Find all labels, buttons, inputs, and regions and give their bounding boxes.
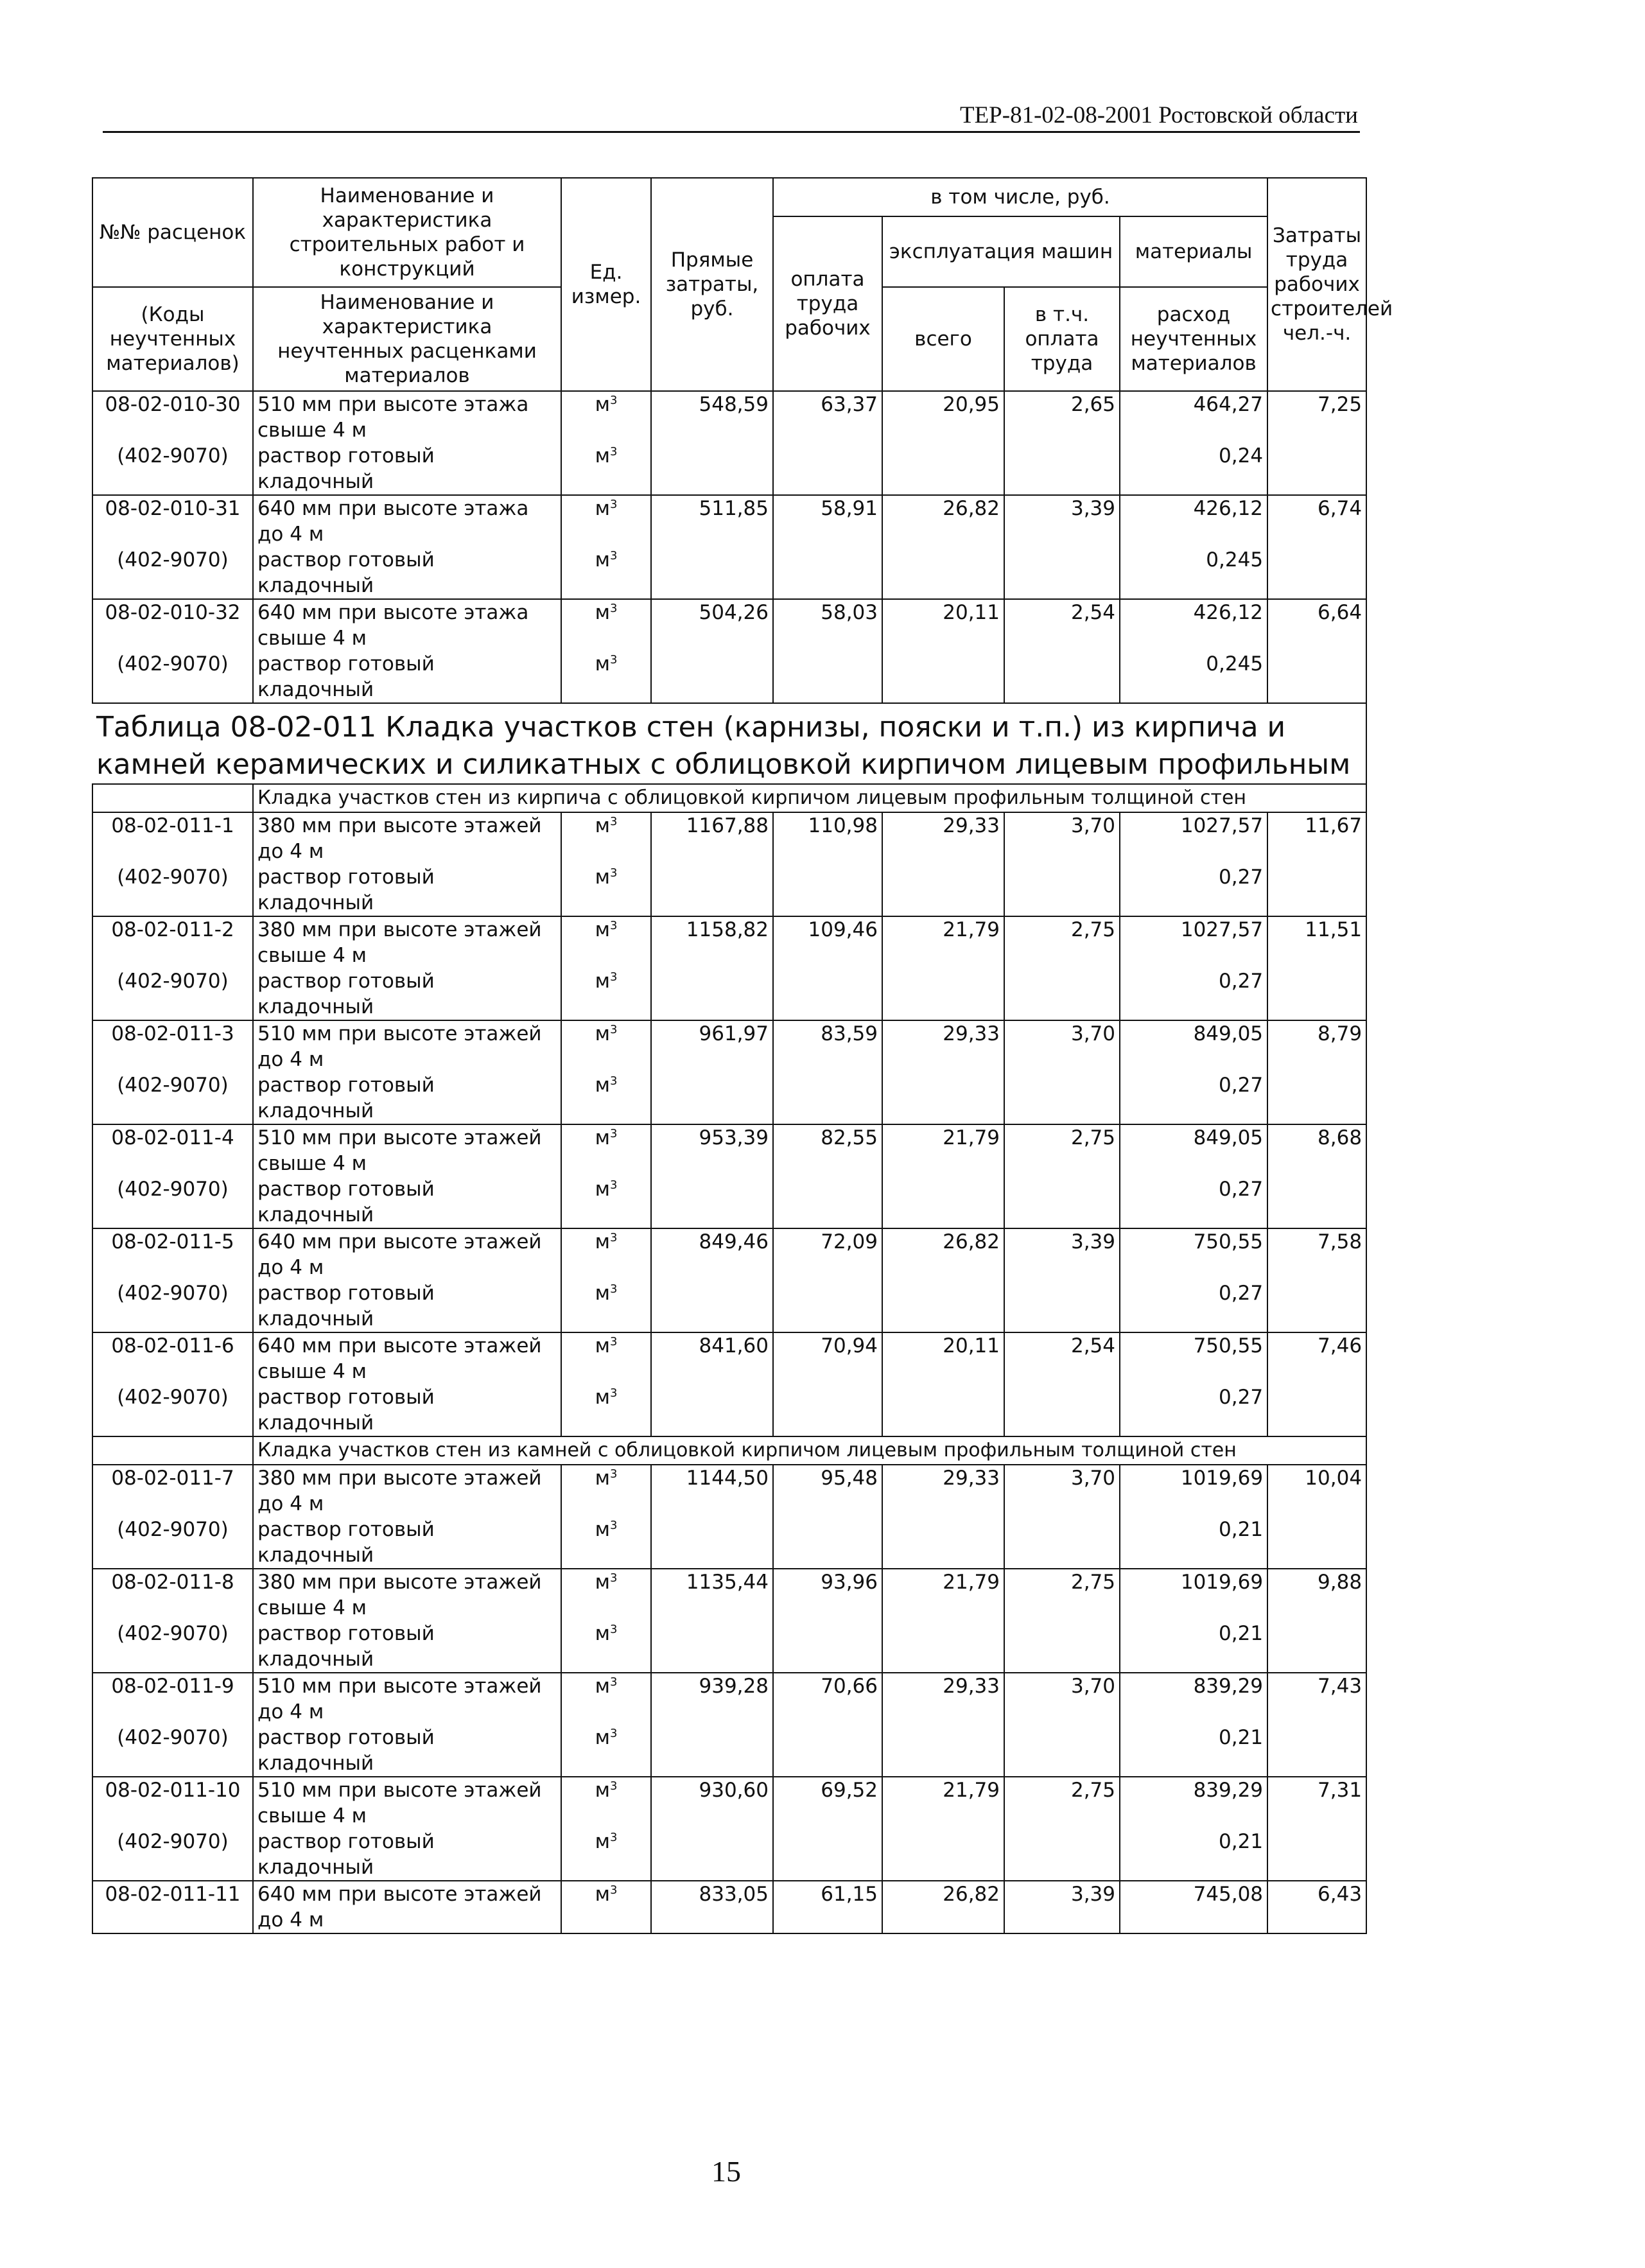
material-qty: 0,21	[1120, 1621, 1267, 1673]
work-name: 640 мм при высоте этажей до 4 м	[253, 1228, 561, 1280]
labor-hours: 7,46	[1267, 1332, 1366, 1384]
direct-costs: 1167,88	[651, 812, 773, 864]
unit: $м^3$	[561, 1881, 651, 1933]
material-qty: 0,21	[1120, 1517, 1267, 1569]
materials-cost: 1027,57	[1120, 916, 1267, 968]
table-title: Таблица 08-02-011 Кладка участков стен (карнизы, пояски и т.п.) из кирпича и камней керамических и силикатных с облицовкой кирпичом лицевым профильным	[92, 703, 1366, 784]
rate-code: 08-02-011-2	[92, 916, 253, 968]
materials-cost: 1019,69	[1120, 1465, 1267, 1517]
machines-labor: 3,70	[1004, 1465, 1120, 1517]
unit: $м^3$	[561, 1228, 651, 1280]
machines-labor: 2,65	[1004, 391, 1120, 443]
material-name: раствор готовый кладочный	[253, 1280, 561, 1332]
table-row	[92, 1332, 1366, 1384]
unit-power: 3	[609, 1074, 618, 1088]
materials-cost: 849,05	[1120, 1020, 1267, 1072]
labor-pay: 95,48	[773, 1465, 882, 1517]
material-unit: $м^3$	[561, 443, 651, 495]
material-row	[92, 864, 1366, 916]
material-unit: $м^3$	[561, 864, 651, 916]
material-code: (402-9070)	[92, 547, 253, 599]
unit-power: 3	[609, 1127, 618, 1140]
machines-total: 29,33	[882, 1465, 1004, 1517]
col-header-incl: в том числе, руб.	[773, 178, 1267, 216]
machines-total: 29,33	[882, 1020, 1004, 1072]
direct-costs: 849,46	[651, 1228, 773, 1280]
machines-total: 21,79	[882, 1777, 1004, 1829]
rate-code: 08-02-010-30	[92, 391, 253, 443]
rate-code: 08-02-011-1	[92, 812, 253, 864]
material-row	[92, 1176, 1366, 1228]
unit-power: 3	[609, 1675, 618, 1689]
labor-pay: 69,52	[773, 1777, 882, 1829]
machines-total: 29,33	[882, 812, 1004, 864]
machines-total: 21,79	[882, 916, 1004, 968]
table-row	[92, 1465, 1366, 1517]
col-header-unit: Ед. измер.	[561, 178, 651, 391]
work-name: 510 мм при высоте этажей свыше 4 м	[253, 1777, 561, 1829]
material-code: (402-9070)	[92, 968, 253, 1020]
labor-pay: 93,96	[773, 1569, 882, 1621]
labor-hours: 7,58	[1267, 1228, 1366, 1280]
unit: $м^3$	[561, 1673, 651, 1725]
labor-pay: 58,03	[773, 599, 882, 651]
table-row	[92, 391, 1366, 443]
material-name: раствор готовый кладочный	[253, 1517, 561, 1569]
unit-power: 3	[609, 498, 618, 511]
document-header-title: ТЕР-81-02-08-2001 Ростовской области	[959, 102, 1358, 128]
material-name: раствор готовый кладочный	[253, 443, 561, 495]
rate-code: 08-02-011-7	[92, 1465, 253, 1517]
material-code: (402-9070)	[92, 1072, 253, 1124]
machines-labor: 2,75	[1004, 916, 1120, 968]
unit: $м^3$	[561, 1332, 651, 1384]
materials-cost: 839,29	[1120, 1673, 1267, 1725]
material-name: раствор готовый кладочный	[253, 968, 561, 1020]
table-row	[92, 916, 1366, 968]
material-qty: 0,21	[1120, 1725, 1267, 1777]
unit-power: 3	[609, 1831, 618, 1844]
unit: $м^3$	[561, 1020, 651, 1072]
material-code: (402-9070)	[92, 1280, 253, 1332]
material-code: (402-9070)	[92, 443, 253, 495]
rate-code: 08-02-010-31	[92, 495, 253, 547]
labor-hours: 6,43	[1267, 1881, 1366, 1933]
machines-total: 21,79	[882, 1124, 1004, 1176]
labor-hours: 7,43	[1267, 1673, 1366, 1725]
work-name: 380 мм при высоте этажей свыше 4 м	[253, 1569, 561, 1621]
direct-costs: 1158,82	[651, 916, 773, 968]
page-number: 15	[711, 2155, 741, 2188]
work-name: 380 мм при высоте этажей до 4 м	[253, 1465, 561, 1517]
direct-costs: 930,60	[651, 1777, 773, 1829]
material-unit: $м^3$	[561, 547, 651, 599]
unit-power: 3	[609, 394, 618, 407]
unit-power: 3	[609, 1178, 618, 1192]
col-header-code-top: №№ расценок	[92, 178, 253, 287]
unit-power: 3	[609, 815, 618, 828]
work-name: 510 мм при высоте этажей до 4 м	[253, 1673, 561, 1725]
header-rule	[103, 131, 1360, 133]
col-header-code-bottom: (Коды неучтенных материалов)	[92, 287, 253, 391]
material-qty: 0,27	[1120, 1176, 1267, 1228]
direct-costs: 939,28	[651, 1673, 773, 1725]
unit: $м^3$	[561, 1777, 651, 1829]
materials-cost: 849,05	[1120, 1124, 1267, 1176]
rate-code: 08-02-011-10	[92, 1777, 253, 1829]
unit: $м^3$	[561, 599, 651, 651]
machines-labor: 3,39	[1004, 1228, 1120, 1280]
material-code: (402-9070)	[92, 1176, 253, 1228]
direct-costs: 1144,50	[651, 1465, 773, 1517]
machines-total: 20,95	[882, 391, 1004, 443]
material-unit: $м^3$	[561, 1829, 651, 1881]
labor-hours: 6,64	[1267, 599, 1366, 651]
materials-cost: 464,27	[1120, 391, 1267, 443]
machines-labor: 3,70	[1004, 1020, 1120, 1072]
table-row	[92, 1020, 1366, 1072]
machines-labor: 3,70	[1004, 1673, 1120, 1725]
unit-power: 3	[609, 970, 618, 984]
work-name: 510 мм при высоте этажей до 4 м	[253, 1020, 561, 1072]
unit: $м^3$	[561, 812, 651, 864]
col-header-name-bottom: Наименование и характеристика неучтенных расценками материалов	[253, 287, 561, 391]
material-row	[92, 1384, 1366, 1436]
labor-pay: 70,94	[773, 1332, 882, 1384]
materials-cost: 1019,69	[1120, 1569, 1267, 1621]
table-row	[92, 1124, 1366, 1176]
rows-before-table-title	[92, 391, 1366, 703]
unit-power: 3	[609, 1571, 618, 1585]
material-qty: 0,21	[1120, 1829, 1267, 1881]
material-qty: 0,27	[1120, 1384, 1267, 1436]
material-qty: 0,245	[1120, 651, 1267, 703]
materials-cost: 839,29	[1120, 1777, 1267, 1829]
labor-hours: 9,88	[1267, 1569, 1366, 1621]
machines-total: 29,33	[882, 1673, 1004, 1725]
labor-hours: 8,68	[1267, 1124, 1366, 1176]
material-name: раствор готовый кладочный	[253, 1384, 561, 1436]
material-name: раствор готовый кладочный	[253, 1176, 561, 1228]
material-qty: 0,27	[1120, 968, 1267, 1020]
material-code: (402-9070)	[92, 1517, 253, 1569]
direct-costs: 511,85	[651, 495, 773, 547]
material-code: (402-9070)	[92, 1829, 253, 1881]
machines-total: 20,11	[882, 1332, 1004, 1384]
unit-power: 3	[609, 919, 618, 932]
labor-hours: 11,67	[1267, 812, 1366, 864]
unit-power: 3	[609, 445, 618, 458]
col-header-name-top: Наименование и характеристика строительных работ и конструкций	[253, 178, 561, 287]
machines-labor: 2,75	[1004, 1569, 1120, 1621]
material-qty: 0,27	[1120, 1280, 1267, 1332]
direct-costs: 833,05	[651, 1881, 773, 1933]
material-row	[92, 1280, 1366, 1332]
material-code: (402-9070)	[92, 864, 253, 916]
machines-labor: 2,75	[1004, 1777, 1120, 1829]
rate-code: 08-02-011-3	[92, 1020, 253, 1072]
material-row	[92, 968, 1366, 1020]
unit-power: 3	[609, 1335, 618, 1348]
unit-power: 3	[609, 1519, 618, 1532]
machines-labor: 2,54	[1004, 1332, 1120, 1384]
work-name: 380 мм при высоте этажей до 4 м	[253, 812, 561, 864]
work-name: 640 мм при высоте этажей до 4 м	[253, 1881, 561, 1933]
unit-power: 3	[609, 866, 618, 880]
col-header-direct: Прямые затраты, руб.	[651, 178, 773, 391]
labor-pay: 83,59	[773, 1020, 882, 1072]
unit-power: 3	[609, 1386, 618, 1400]
unit-power: 3	[609, 602, 618, 615]
material-row	[92, 1829, 1366, 1881]
rate-code: 08-02-011-4	[92, 1124, 253, 1176]
direct-costs: 961,97	[651, 1020, 773, 1072]
labor-hours: 7,25	[1267, 391, 1366, 443]
material-name: раствор готовый кладочный	[253, 864, 561, 916]
labor-hours: 6,74	[1267, 495, 1366, 547]
labor-hours: 10,04	[1267, 1465, 1366, 1517]
material-unit: $м^3$	[561, 1176, 651, 1228]
material-row	[92, 651, 1366, 703]
work-name: 640 мм при высоте этажей свыше 4 м	[253, 1332, 561, 1384]
labor-pay: 82,55	[773, 1124, 882, 1176]
material-qty: 0,245	[1120, 547, 1267, 599]
section-1-subtitle: Кладка участков стен из кирпича с облицовкой кирпичом лицевым профильным толщиной стен	[253, 784, 1366, 812]
section-1	[92, 784, 1366, 812]
machines-total: 26,82	[882, 1881, 1004, 1933]
labor-pay: 72,09	[773, 1228, 882, 1280]
col-header-materials-unaccounted: расход неучтенных материалов	[1120, 287, 1267, 391]
unit-power: 3	[609, 549, 618, 563]
unit-power: 3	[609, 1023, 618, 1036]
table-row	[92, 599, 1366, 651]
machines-total: 26,82	[882, 495, 1004, 547]
materials-cost: 750,55	[1120, 1332, 1267, 1384]
unit-power: 3	[609, 1623, 618, 1636]
material-code: (402-9070)	[92, 651, 253, 703]
col-header-labor-pay: оплата труда рабочих	[773, 216, 882, 391]
labor-hours: 11,51	[1267, 916, 1366, 968]
labor-pay: 70,66	[773, 1673, 882, 1725]
col-header-machines-labor: в т.ч. оплата труда	[1004, 287, 1120, 391]
table-row	[92, 812, 1366, 864]
work-name: 510 мм при высоте этажа свыше 4 м	[253, 391, 561, 443]
unit: $м^3$	[561, 495, 651, 547]
direct-costs: 953,39	[651, 1124, 773, 1176]
unit-power: 3	[609, 653, 618, 667]
machines-labor: 2,54	[1004, 599, 1120, 651]
materials-cost: 745,08	[1120, 1881, 1267, 1933]
material-name: раствор готовый кладочный	[253, 1829, 561, 1881]
materials-cost: 1027,57	[1120, 812, 1267, 864]
machines-labor: 3,39	[1004, 495, 1120, 547]
work-name: 380 мм при высоте этажей свыше 4 м	[253, 916, 561, 968]
unit: $м^3$	[561, 1124, 651, 1176]
unit: $м^3$	[561, 1569, 651, 1621]
direct-costs: 504,26	[651, 599, 773, 651]
material-code: (402-9070)	[92, 1384, 253, 1436]
material-unit: $м^3$	[561, 1280, 651, 1332]
material-row	[92, 1517, 1366, 1569]
col-header-labor-hours: Затраты труда рабочих строителей чел.-ч.	[1267, 178, 1366, 391]
material-name: раствор готовый кладочный	[253, 651, 561, 703]
rates-table	[92, 177, 1393, 1934]
section-1-rows	[92, 812, 1366, 1436]
materials-cost: 750,55	[1120, 1228, 1267, 1280]
col-header-materials: материалы	[1120, 216, 1267, 287]
direct-costs: 1135,44	[651, 1569, 773, 1621]
material-qty: 0,27	[1120, 1072, 1267, 1124]
material-unit: $м^3$	[561, 1621, 651, 1673]
rate-code: 08-02-011-11	[92, 1881, 253, 1933]
material-row	[92, 1072, 1366, 1124]
unit: $м^3$	[561, 391, 651, 443]
rate-code: 08-02-011-9	[92, 1673, 253, 1725]
labor-pay: 58,91	[773, 495, 882, 547]
material-row	[92, 1725, 1366, 1777]
rate-code: 08-02-011-6	[92, 1332, 253, 1384]
material-unit: $м^3$	[561, 1072, 651, 1124]
col-header-machines-total: всего	[882, 287, 1004, 391]
section-2-rows	[92, 1465, 1366, 1933]
material-qty: 0,24	[1120, 443, 1267, 495]
work-name: 640 мм при высоте этажа свыше 4 м	[253, 599, 561, 651]
work-name: 510 мм при высоте этажей свыше 4 м	[253, 1124, 561, 1176]
material-name: раствор готовый кладочный	[253, 1072, 561, 1124]
material-row	[92, 1621, 1366, 1673]
col-header-machines: эксплуатация машин	[882, 216, 1120, 287]
unit-power: 3	[609, 1779, 618, 1793]
unit: $м^3$	[561, 916, 651, 968]
labor-hours: 7,31	[1267, 1777, 1366, 1829]
material-qty: 0,27	[1120, 864, 1267, 916]
unit-power: 3	[609, 1727, 618, 1740]
table-row	[92, 1777, 1366, 1829]
material-unit: $м^3$	[561, 1725, 651, 1777]
labor-pay: 63,37	[773, 391, 882, 443]
rate-code: 08-02-011-8	[92, 1569, 253, 1621]
labor-hours: 8,79	[1267, 1020, 1366, 1072]
material-unit: $м^3$	[561, 651, 651, 703]
material-name: раствор готовый кладочный	[253, 1621, 561, 1673]
section-2	[92, 1436, 1366, 1465]
unit-power: 3	[609, 1231, 618, 1244]
labor-pay: 61,15	[773, 1881, 882, 1933]
direct-costs: 548,59	[651, 391, 773, 443]
table-row	[92, 1228, 1366, 1280]
material-row	[92, 443, 1366, 495]
unit-power: 3	[609, 1883, 618, 1897]
labor-pay: 109,46	[773, 916, 882, 968]
unit-power: 3	[609, 1467, 618, 1481]
material-unit: $м^3$	[561, 1384, 651, 1436]
machines-total: 26,82	[882, 1228, 1004, 1280]
material-unit: $м^3$	[561, 968, 651, 1020]
material-unit: $м^3$	[561, 1517, 651, 1569]
table-row	[92, 1569, 1366, 1621]
material-code: (402-9070)	[92, 1725, 253, 1777]
table-title-section	[92, 703, 1366, 784]
table-row	[92, 1881, 1366, 1933]
machines-labor: 3,70	[1004, 812, 1120, 864]
work-name: 640 мм при высоте этажа до 4 м	[253, 495, 561, 547]
section-2-subtitle: Кладка участков стен из камней с облицовкой кирпичом лицевым профильным толщиной стен	[253, 1436, 1366, 1465]
labor-pay: 110,98	[773, 812, 882, 864]
machines-labor: 2,75	[1004, 1124, 1120, 1176]
material-name: раствор готовый кладочный	[253, 1725, 561, 1777]
material-code: (402-9070)	[92, 1621, 253, 1673]
materials-cost: 426,12	[1120, 495, 1267, 547]
unit-power: 3	[609, 1282, 618, 1296]
table-row	[92, 1673, 1366, 1725]
direct-costs: 841,60	[651, 1332, 773, 1384]
rate-code: 08-02-011-5	[92, 1228, 253, 1280]
machines-labor: 3,39	[1004, 1881, 1120, 1933]
materials-cost: 426,12	[1120, 599, 1267, 651]
machines-total: 20,11	[882, 599, 1004, 651]
rate-code: 08-02-010-32	[92, 599, 253, 651]
table-row	[92, 495, 1366, 547]
unit: $м^3$	[561, 1465, 651, 1517]
material-row	[92, 547, 1366, 599]
material-name: раствор готовый кладочный	[253, 547, 561, 599]
machines-total: 21,79	[882, 1569, 1004, 1621]
